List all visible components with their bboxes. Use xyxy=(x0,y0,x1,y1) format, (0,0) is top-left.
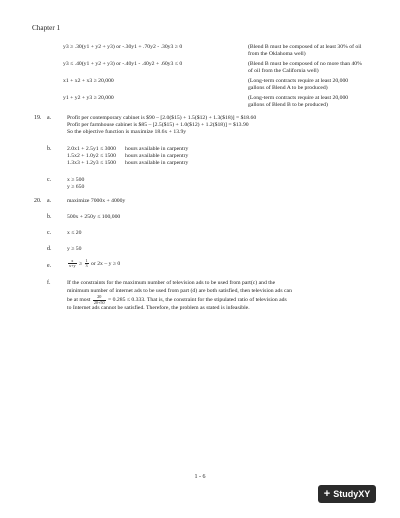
constraint-eq: 1.5x2 + 1.0y2 ≤ 1500 xyxy=(67,153,116,159)
eq-left: y3 ≥ .30(y1 + y2 + y3) or -.30y1 + .70y2 - .30y3 ≥ 0 xyxy=(63,44,183,50)
badge-label: StudyXY xyxy=(333,489,371,499)
eq-note: (Blend B must be composed of no more than 40% xyxy=(248,61,362,67)
profit-line: Profit per contemporary cabinet is $90 – [2.0($15) + 1.5($12) + 1.3($18)] = $18.60 xyxy=(67,115,257,121)
part-label: f. xyxy=(47,280,51,286)
eq-left: y1 + y2 + y3 ≥ 20,000 xyxy=(63,95,114,101)
objective-line: So the objective function is maximize 18.6x + 13.9y xyxy=(67,129,187,135)
objective-line: maximize 7000x + 4000y xyxy=(67,198,126,204)
fraction: $\frac{1}{3}$ xyxy=(85,258,88,269)
problem-number: 20. xyxy=(34,198,42,204)
part-label: e. xyxy=(47,263,52,269)
part-label: c. xyxy=(47,177,52,183)
eq-note: (Blend B must be composed of at least 30% of oil xyxy=(248,44,362,50)
infeasibility-paragraph: If the constraints for the maximum number of television ads to be used from part(c) and the minimum number of internet ads to be used from part (d) are both satisfied, then television ads can be at most $\frac{20}{20+50}$ = 0.285 ≤ 0.333. That is, the constraint for the stipulated ratio of television ads to Internet ads cannot be satisfied. Therefore, the problem as stated is infeasible. xyxy=(67,280,292,311)
eq-left: y3 ≤ .40(y1 + y2 + y3) or -.40y1 - .40y2 + .60y3 ≤ 0 xyxy=(63,61,183,67)
eq-note: of oil from the California well) xyxy=(248,68,319,74)
constraint-eq: x ≤ 20 xyxy=(67,230,82,236)
studyxy-badge[interactable] xyxy=(318,485,376,503)
constraint-eq: 2.0x1 + 2.5y1 ≤ 3000 xyxy=(67,146,116,152)
ratio-constraint: $\frac{x}{x+y}$ ≥ $\frac{1}{3}$ or 2x – y ≥ 0 xyxy=(69,258,121,269)
eq-left: x1 + x2 + x3 ≥ 20,000 xyxy=(63,78,114,84)
fraction: $\frac{x}{x+y}$ xyxy=(69,258,76,269)
part-label: b. xyxy=(47,214,52,220)
profit-line: Profit per farmhouse cabinet is $85 – [2.5($15) + 1.0($12) + 1.2($18)] = $13.90 xyxy=(67,122,249,128)
part-label: c. xyxy=(47,230,52,236)
eq-note: (Long-term contracts require at least 20,000 xyxy=(248,95,349,101)
constraint-eq: 500x + 250y ≤ 100,000 xyxy=(67,214,121,220)
constraint-eq: x ≥ 500 xyxy=(67,177,85,183)
eq-note: (Long-term contracts require at least 20,000 xyxy=(248,78,349,84)
constraint-desc: hours available in carpentry xyxy=(125,160,189,166)
constraint-desc: hours available in carpentry xyxy=(125,153,189,159)
constraint-eq: y ≥ 650 xyxy=(67,184,85,190)
part-label: a. xyxy=(47,115,52,121)
plus-icon: + xyxy=(323,488,331,500)
constraint-eq: 1.3x3 + 1.2y3 ≤ 1500 xyxy=(67,160,116,166)
eq-note: gallons of Blend B to be produced) xyxy=(248,102,328,108)
constraint-eq: y ≥ 50 xyxy=(67,246,82,252)
part-label: a. xyxy=(47,198,52,204)
page-number: 1 - 6 xyxy=(194,474,206,480)
part-label: d. xyxy=(47,246,52,252)
eq-note: gallons of Blend A to be produced) xyxy=(248,85,328,91)
problem-number: 19. xyxy=(34,115,42,121)
eq-note: from the Oklahoma well) xyxy=(248,51,306,57)
part-label: b. xyxy=(47,146,52,152)
constraint-desc: hours available in carpentry xyxy=(125,146,189,152)
fraction: $\frac{20}{20+50}$ xyxy=(93,294,105,305)
chapter-header: Chapter 1 xyxy=(32,24,61,32)
